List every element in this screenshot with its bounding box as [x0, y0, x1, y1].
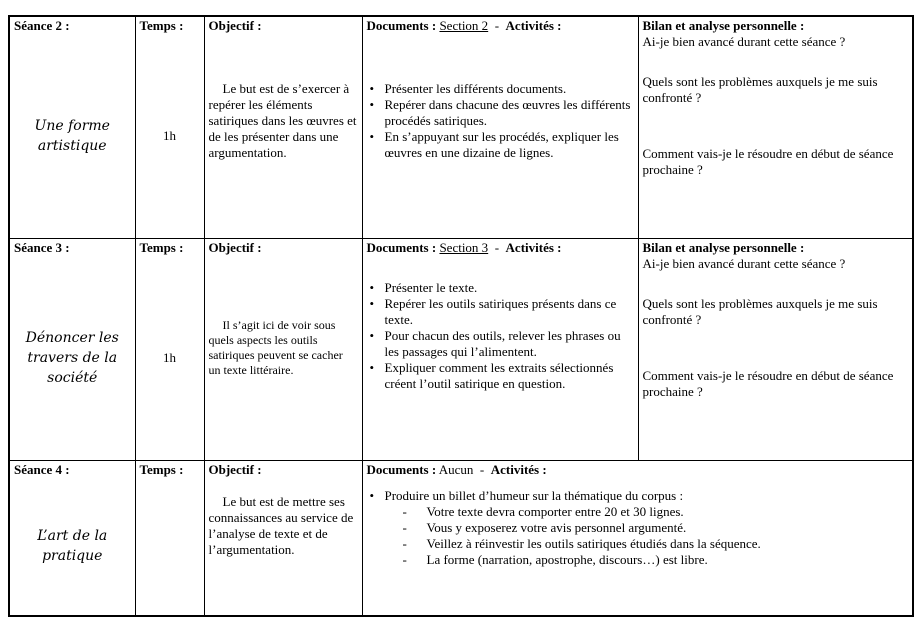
objectif-label: Objectif : [208, 240, 262, 255]
list-item: • Repérer les outils satiriques présents dans ce texte. [385, 296, 634, 328]
seance-cell [9, 461, 135, 617]
sub-list-item: - Veillez à réinvestir les outils satiriques étudiés dans la séquence. [403, 536, 909, 552]
activites-list [367, 81, 634, 161]
activites-cell [362, 461, 913, 617]
objectif-label: Objectif : [208, 462, 262, 477]
sub-activites-list [385, 504, 909, 568]
seance-label: Séance 4 : [14, 462, 70, 477]
documents-header: Documents : Aucun - Activités : [366, 462, 547, 477]
seance-row [9, 16, 913, 239]
bilan-question: Comment vais-je le résoudre en début de séance prochaine ? [642, 146, 894, 177]
duree-value: 1h [163, 349, 176, 365]
documents-value: Aucun [438, 462, 474, 477]
seance-title: L’art de la pratique [37, 528, 108, 564]
objectif-cell [204, 461, 362, 617]
documents-link[interactable]: Section 3 [439, 240, 489, 255]
bilan-question: Comment vais-je le résoudre en début de séance prochaine ? [642, 368, 894, 399]
list-item: • Présenter les différents documents. [385, 81, 634, 97]
activites-cell [362, 16, 638, 239]
seance-cell [9, 16, 135, 239]
objectif-cell [204, 16, 362, 239]
seance-cell [9, 239, 135, 461]
list-item: • Expliquer comment les extraits sélectionnés créent l’outil satirique en question. [385, 360, 634, 392]
activites-cell [362, 239, 638, 461]
objectif-label: Objectif : [208, 18, 262, 33]
seance-title: Dénoncer les travers de la société [25, 329, 119, 386]
bilan-question: Ai-je bien avancé durant cette séance ? [642, 34, 846, 49]
list-item: • Présenter le texte. [385, 280, 634, 296]
list-item: • En s’appuyant sur les procédés, expliquer les œuvres en une dizaine de lignes. [385, 129, 634, 161]
seance-label: Séance 2 : [14, 18, 70, 33]
temps-label: Temps : [139, 240, 184, 255]
activites-list [367, 488, 909, 568]
temps-label: Temps : [139, 18, 184, 33]
seance-label: Séance 3 : [14, 240, 70, 255]
bilan-question: Quels sont les problèmes auxquels je me suis confronté ? [642, 296, 878, 327]
list-item: • Repérer dans chacune des œuvres les différents procédés satiriques. [385, 97, 634, 129]
sub-list-item: - Votre texte devra comporter entre 20 et 30 lignes. [403, 504, 909, 520]
list-item: • Produire un billet d’humeur sur la thématique du corpus : - Votre texte devra comporter entre 20 et 30 lignes. - Vous y exposerez votre avis personnel argumenté. - Veillez à réinvestir les outils satiriques étudiés dans la séquence. - La forme (narration, apostrophe, discours…) est libre. [385, 488, 909, 568]
temps-cell [135, 239, 204, 461]
list-item: • Pour chacun des outils, relever les phrases ou les passages qui l’alimentent. [385, 328, 634, 360]
sub-list-item: - La forme (narration, apostrophe, discours…) est libre. [403, 552, 909, 568]
bilan-cell [638, 16, 913, 239]
seance-row [9, 239, 913, 461]
temps-label: Temps : [139, 462, 184, 477]
bilan-label: Bilan et analyse personnelle : [642, 240, 805, 255]
bilan-question: Ai-je bien avancé durant cette séance ? [642, 256, 846, 271]
documents-header: Documents : Section 3 - Activités : [366, 240, 562, 255]
documents-header: Documents : Section 2 - Activités : [366, 18, 562, 33]
seance-plan-table [8, 15, 914, 617]
bilan-label: Bilan et analyse personnelle : [642, 18, 805, 33]
bilan-question: Quels sont les problèmes auxquels je me suis confronté ? [642, 74, 878, 105]
objectif-cell [204, 239, 362, 461]
sub-list-item: - Vous y exposerez votre avis personnel argumenté. [403, 520, 909, 536]
seance-title: Une forme artistique [34, 117, 110, 154]
duree-value: 1h [163, 127, 176, 143]
activites-list [367, 280, 634, 392]
temps-cell [135, 461, 204, 617]
objectif-text: Il s’agit ici de voir sous quels aspects les outils satiriques peuvent se cacher un texte littéraire. [208, 318, 343, 377]
bilan-cell [638, 239, 913, 461]
documents-link[interactable]: Section 2 [439, 18, 489, 33]
objectif-text: Le but est de s’exercer à repérer les éléments satiriques dans les œuvres et de les présenter dans une argumentation. [208, 81, 357, 160]
temps-cell [135, 16, 204, 239]
seance-row [9, 461, 913, 617]
objectif-text: Le but est de mettre ses connaissances au service de l’analyse de texte et de l’argumentation. [208, 494, 354, 557]
